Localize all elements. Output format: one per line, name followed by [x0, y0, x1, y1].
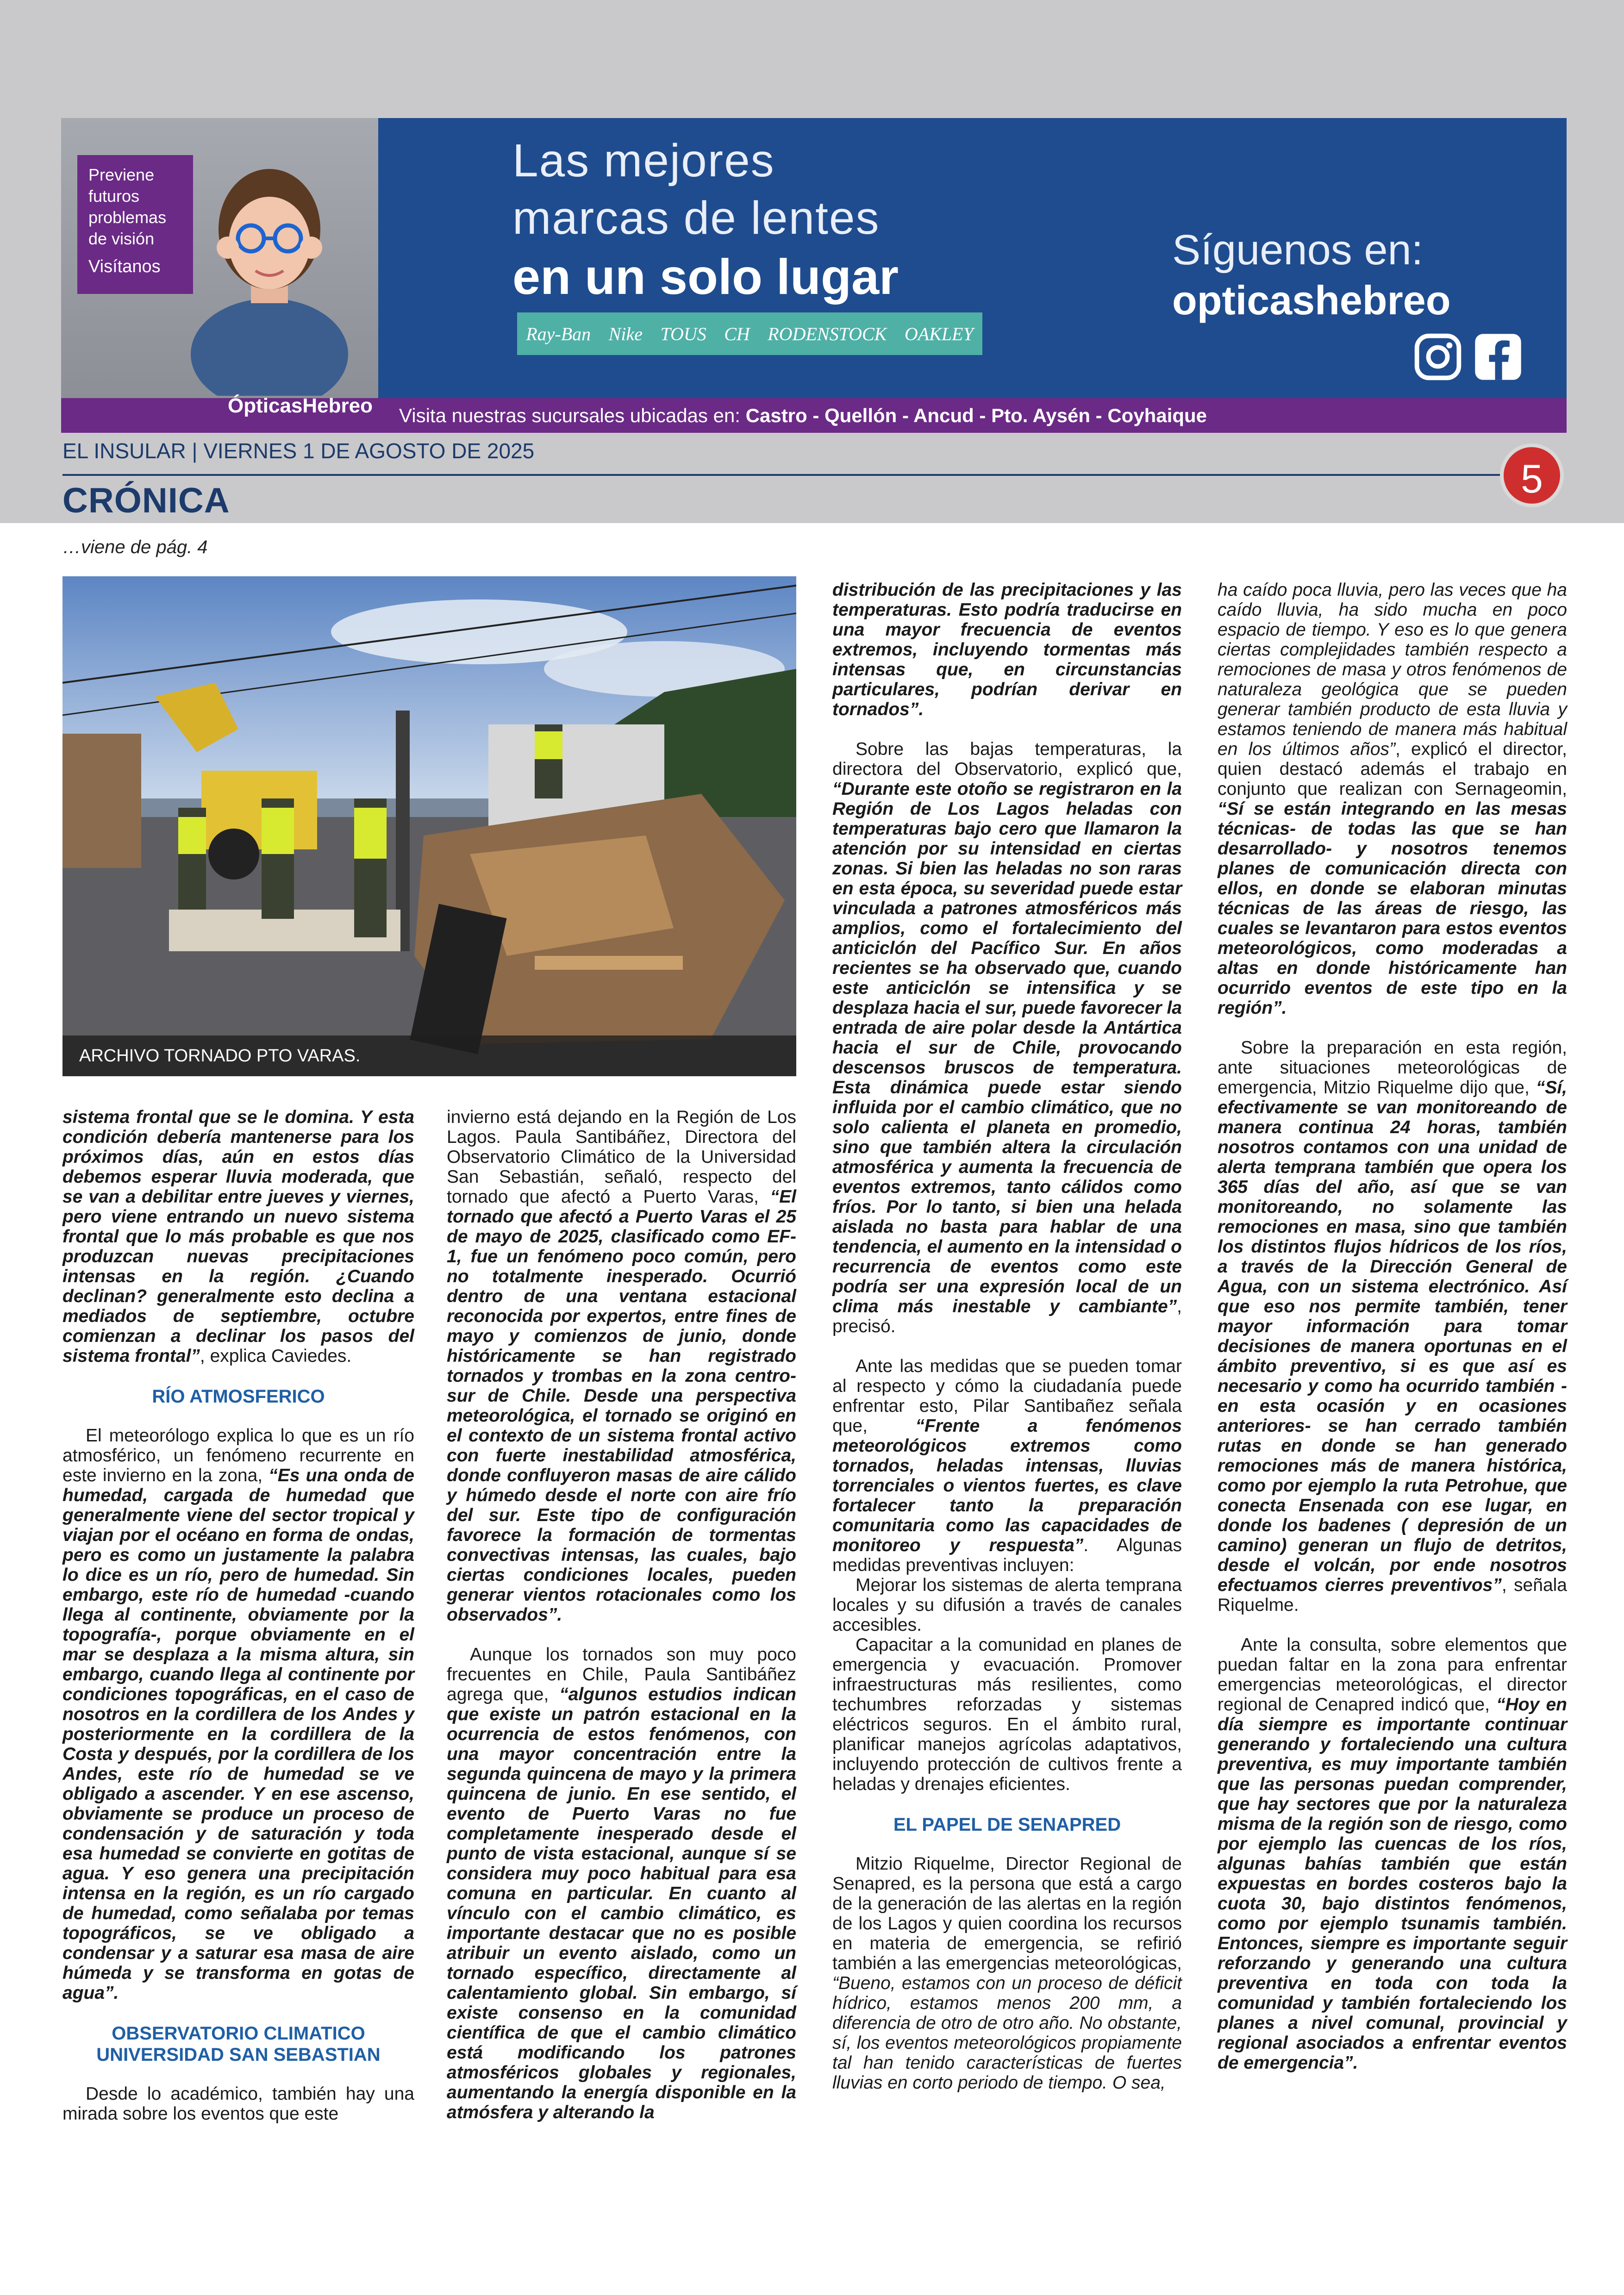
quote-text: “Es una onda de humedad, cargada de humedad que generalmente viene del sector tropical y viajan por el océano en forma de ondas, pero es como un justamente la palabra lo dice es un río, pero de humedad. Sin embargo, este río de humedad -cuando llega al continente, obviamente por la topografía-, porque obviamente en el mar se desplaza a la misma altura, sin embargo, cuando llega al continente por condiciones topográficas, en el caso de nosotros en la cordillera de los Andes y posteriormente en la cordillera de la Costa y después, por la cordillera de los Andes, este río de humedad se ve obligado a ascender. Y en ese ascenso, obviamente se produce un proceso de condensación y de saturación y toda esa humedad se convierte en gotitas de agua. Y eso genera una precipitación intensa en la región, es un río cargado de humedad, como señalaba por temas topográficos, se ve obligado a condensar y a saturar esa masa de aire húmeda y se transforma en gotas de agua”. — [62, 1466, 414, 2003]
quote-text: “algunos estudios indican que existe un patrón estacional en la ocurrencia de estos fenómenos, con una mayor concentración entre la segunda quincena de mayo y la primera quincena de junio. En ese sentido, el evento de Puerto Varas no fue completamente inesperado desde el punto de vista estacional, aunque sí se considera muy poco habitual para esa comuna en particular. En cuanto al vínculo con el cambio climático, es importante destacar que no es posible atribuir un evento aislado, como un tornado específico, directamente al calentamiento global. Sin embargo, sí existe consenso en la comunidad científica de que el cambio climático está modificando los patrones atmosféricos globales y regionales, aumentando la energía disponible en la atmósfera y alterando la — [447, 1684, 797, 2122]
ad-photo-panel — [61, 118, 378, 398]
advertisement-banner[interactable] — [61, 118, 1567, 433]
ad-headline-line-2: marcas de lentes — [512, 192, 880, 244]
paragraph-intro: Ante la consulta, sobre elementos que puedan faltar en la zona para enfrentar emergencias meteorológicas, el director regional de Cenapred indicó que, — [1218, 1635, 1567, 1715]
subheading-observatorio — [62, 2023, 414, 2065]
photo-caption: ARCHIVO TORNADO PTO VARAS. — [62, 1035, 796, 1076]
quote-text: distribución de las precipitaciones y las temperaturas. Esto podría traducirse en una mayor frecuencia de eventos extremos, incluyendo tormentas más intensas que, en circunstancias particulares, podrían derivar en tornados”. — [832, 580, 1182, 719]
list-item: Capacitar a la comunidad en planes de emergencia y evacuación. Promover infraestructuras más resilientes, como techumbres reforzadas y sistemas eléctricos seguros. En el ámbito rural, planificar manejos agrícolas adaptativos, incluyendo protección de cultivos frente a heladas y drenajes eficientes. — [832, 1635, 1182, 1794]
paragraph: Desde lo académico, también hay una mirada sobre los eventos que este — [62, 2084, 414, 2124]
quote-text: “El tornado que afectó a Puerto Varas el 25 de mayo de 2025, clasificado como EF-1, fue un fenómeno poco común, pero no totalmente inesperado. Ocurrió dentro de una ventana estacional reconocida por expertos, entre fines de mayo y comienzos de junio, donde históricamente se han registrado tornados y trombas en la zona centro-sur de Chile. Desde una perspectiva meteorológica, el tornado se originó en el contexto de un sistema frontal activo con fuerte inestabilidad atmosférica, donde confluyeron masas de aire cálido y húmedo desde el norte con aire frío del sur. Este tipo de configuración favorece la formación de tormentas convectivas intensas, las cuales, bajo ciertas condiciones locales, pueden generar vientos rotacionales como los observados”. — [447, 1187, 796, 1625]
paragraph-intro: Ante las medidas que se pueden tomar al respecto y cómo la ciudadanía puede enfrentar esto, Pilar Santibañez señala que, — [832, 1356, 1182, 1436]
ad-follow-label: Síguenos en: — [1172, 226, 1424, 274]
paragraph — [1218, 1635, 1567, 2073]
quote-text: “Sí se están integrando en las mesas técnicas- de todas las que se han desarrollado- y nosotros tenemos planes de comunicación directa con ellos, en donde se elaboran minutas técnicas de las áreas de riesgo, las cuales se levantaron para estos eventos meteorológicos, como moderadas a altas en donde históricamente han ocurrido eventos de este tipo en la región”. — [1218, 799, 1567, 1018]
subheading-line: OBSERVATORIO CLIMATICO — [112, 2023, 365, 2044]
dateline: EL INSULAR | VIERNES 1 DE AGOSTO DE 2025 — [62, 439, 535, 463]
paragraph — [1218, 1038, 1567, 1615]
paragraph-intro: Mitzio Riquelme, Director Regional de Senapred, es la persona que está a cargo de la generación de las alertas en la región de los Lagos y quien coordina los recursos en materia de emergencia, se refirió también a las emergencias meteorológicas, — [832, 1854, 1182, 1973]
continued-from-note[interactable]: …viene de pág. 4 — [62, 537, 208, 557]
paragraph — [832, 739, 1182, 1336]
girl-with-glasses-illustration — [172, 137, 367, 396]
ad-headline-line-1: Las mejores — [512, 135, 775, 187]
brand-logo: CH — [724, 323, 750, 344]
paragraph-intro: invierno está dejando en la Región de Los Lagos. Paula Santibáñez, Directora del Observatorio Climático de la Universidad San Sebastián, señaló, respecto del tornado que afectó a Puerto Varas, — [447, 1107, 796, 1207]
attribution: , señala Riquelme. — [1218, 1575, 1567, 1615]
paragraph — [832, 580, 1182, 719]
paragraph-intro: El meteorólogo explica lo que es un río atmosférico, un fenómeno recurrente en este invierno en la zona, — [62, 1426, 414, 1485]
subheading-line: UNIVERSIDAD SAN SEBASTIAN — [96, 2045, 381, 2065]
paragraph — [832, 1854, 1182, 2093]
opticas-hebreo-logo: ÓpticasHebreo — [228, 394, 373, 417]
paragraph — [447, 1645, 796, 2122]
ad-follow-handle[interactable]: opticashebreo — [1172, 277, 1451, 323]
quote-text: sistema frontal que se le domina. Y esta condición debería mantenerse para los próximos días, aún en estos días debemos esperar lluvia moderada, que se van a debilitar entre jueves y viernes, pero viene entrando un nuevo sistema frontal que lo más probable es que nos produzcan nuevas precipitaciones intensas en la región. ¿Cuando declinan? generalmente esto declina a mediados de septiembre, octubre comienzan a declinar los pasos del sistema frontal” — [62, 1107, 414, 1366]
ad-side-line: Previene — [88, 165, 155, 184]
paragraph — [1218, 580, 1567, 1018]
article-column-2 — [447, 1107, 796, 2122]
quote-text: “Frente a fenómenos meteorológicos extremos como tornados, heladas intensas, lluvias torrenciales o vientos fuertes, es clave fortalecer tanto la preparación comunitaria como las capacidades de monitoreo y respuesta” — [832, 1416, 1182, 1555]
ad-side-line: problemas — [88, 208, 167, 227]
subheading-senapred: EL PAPEL DE SENAPRED — [893, 1815, 1121, 1835]
paragraph — [62, 1107, 414, 1366]
article-column-3 — [832, 580, 1182, 2093]
subheading-rio-atmosferico: RÍO ATMOSFERICO — [152, 1386, 325, 1407]
quote-text: ha caído poca lluvia, pero las veces que ha caído lluvia, ha sido mucha en poco espacio de tiempo. Y eso es lo que genera ciertas complejidades también respecto a remociones de masa y otros fenómenos de naturaleza geológica que se pueden generar también producto de esta lluvia y estamos teniendo de manera más habitual en los últimos años” — [1218, 580, 1567, 759]
attribution: , explica Caviedes. — [200, 1346, 352, 1366]
quote-text: “Bueno, estamos con un proceso de déficit hídrico, estamos menos 200 mm, a diferencia de otro de otro año. No obstante, sí, los eventos meteorológicos propiamente tal han tenido características de fuertes lluvias en corto periodo de tiempo. O sea, — [832, 1973, 1182, 2093]
paragraph-intro: Sobre las bajas temperaturas, la directora del Observatorio, explicó que, — [832, 739, 1182, 779]
brand-logo-strip — [517, 312, 982, 355]
ad-branches-label: Visita nuestras sucursales ubicadas en: — [399, 405, 740, 426]
social-icons — [1413, 332, 1523, 382]
brand-logo: OAKLEY — [904, 323, 974, 344]
article-column-1 — [62, 1107, 414, 2124]
ad-headline — [512, 132, 1068, 307]
brand-logo: Nike — [608, 323, 643, 344]
ad-visit-cta[interactable]: Visítanos — [88, 257, 161, 276]
brand-logo: TOUS — [660, 323, 706, 344]
tornado-damage-photo — [62, 576, 796, 1076]
article-column-4 — [1218, 580, 1567, 2073]
header-rule — [62, 474, 1502, 476]
ad-branches-list: Castro - Quellón - Ancud - Pto. Aysén - Coyhaique — [745, 405, 1207, 426]
instagram-icon[interactable] — [1413, 332, 1463, 382]
photo-illustration — [62, 576, 796, 1076]
quote-text: “Sí, efectivamente se van monitoreando de manera continua 24 horas, también nosotros contamos con una unidad de alerta temprana también que opera los 365 días del año, así que se van monitoreando, no solamente las remociones en masa, sino que también los distintos flujos hídricos de los ríos, a través de la Dirección General de Agua, con un sistema electrónico. Así que eso nos permite también, tener mayor información para tomar decisiones de manera oportunas en el ámbito preventivo, si es que así es necesario y como ha ocurrido también -en esta ocasión y en ocasiones anteriores- se han cerrado también rutas en donde se han generado remociones más de manera histórica, como por ejemplo la ruta Petrohue, que conecta Ensenada con ese lugar, en donde los badenes ( depresión de un camino) generan un flujo de detritos, desde el volcán, por ende nosotros efectuamos cierres preventivos” — [1218, 1078, 1567, 1595]
attribution: , precisó. — [832, 1297, 1182, 1336]
paragraph — [62, 1426, 414, 2003]
paragraph-intro: Aunque los tornados son muy poco frecuentes en Chile, Paula Santibáñez agrega que, — [447, 1645, 796, 1704]
paragraph-intro: Sobre la preparación en esta región, ante situaciones meteorológicas de emergencia, Mitzio Riquelme dijo que, — [1218, 1038, 1567, 1098]
paragraph-tail: . Algunas medidas preventivas incluyen: — [832, 1535, 1182, 1575]
page-number-badge: 5 — [1500, 443, 1564, 507]
list-item: Mejorar los sistemas de alerta temprana locales y su difusión a través de canales accesibles. — [832, 1575, 1182, 1635]
brand-logo: Ray-Ban — [526, 323, 591, 344]
ad-branches-text — [399, 405, 1207, 427]
quote-text: “Durante este otoño se registraron en la Región de Los Lagos heladas con temperaturas bajo cero que llamaron la atención por su intensidad en ciertas zonas. Si bien las heladas no son raras en esta época, su severidad puede estar vinculada a patrones atmosféricos más amplios, como el fortalecimiento del anticiclón del Pacífico Sur. En años recientes se ha observado que, cuando este anticiclón se intensifica y se desplaza hacia el sur, puede favorecer la entrada de aire polar desde la Antártica hacia el sur de Chile, provocando descensos bruscos de temperatura. Esta dinámica puede estar siendo influida por el cambio climático, que no solo calienta el planeta en promedio, sino que también altera la circulación atmosférica y aumenta la frecuencia de eventos extremos, tanto cálidos como fríos. Por lo tanto, si bien una helada aislada no basta para hablar de una tendencia, el aumento en la intensidad o recurrencia de eventos como este podría ser una expresión local de un clima más inestable y cambiante” — [832, 779, 1182, 1316]
paragraph — [447, 1107, 796, 1625]
brand-logo: RODENSTOCK — [768, 323, 887, 344]
facebook-icon[interactable] — [1473, 332, 1523, 382]
ad-branch-bar — [61, 394, 1567, 433]
ad-side-line: de visión — [88, 229, 155, 248]
section-title: CRÓNICA — [62, 481, 230, 520]
ad-follow-block — [1172, 225, 1450, 325]
ad-side-line: futuros — [88, 187, 140, 206]
ad-headline-line-3: en un solo lugar — [512, 249, 899, 305]
quote-text: “Hoy en día siempre es importante continuar generando y fortaleciendo una cultura preventiva, es muy importante también que las personas puedan comprender, que hay sectores que por la naturaleza misma de la región son de riesgo, como por ejemplo las cuencas de los ríos, algunas bahías también que están expuestas en bordes costeros bajo la cuota 30, bajo distintos fenómenos, como por ejemplo tsunamis también. Entonces, siempre es importante seguir reforzando y generando una cultura preventiva en toda con toda la comunidad y también fortaleciendo los planes a nivel comunal, provincial y regional asociados a enfrentar eventos de emergencia”. — [1218, 1695, 1567, 2073]
paragraph — [832, 1356, 1182, 1575]
attribution: , explicó el director, quien destacó además el trabajo en conjunto que realizan con Sernageomin, — [1218, 739, 1567, 799]
